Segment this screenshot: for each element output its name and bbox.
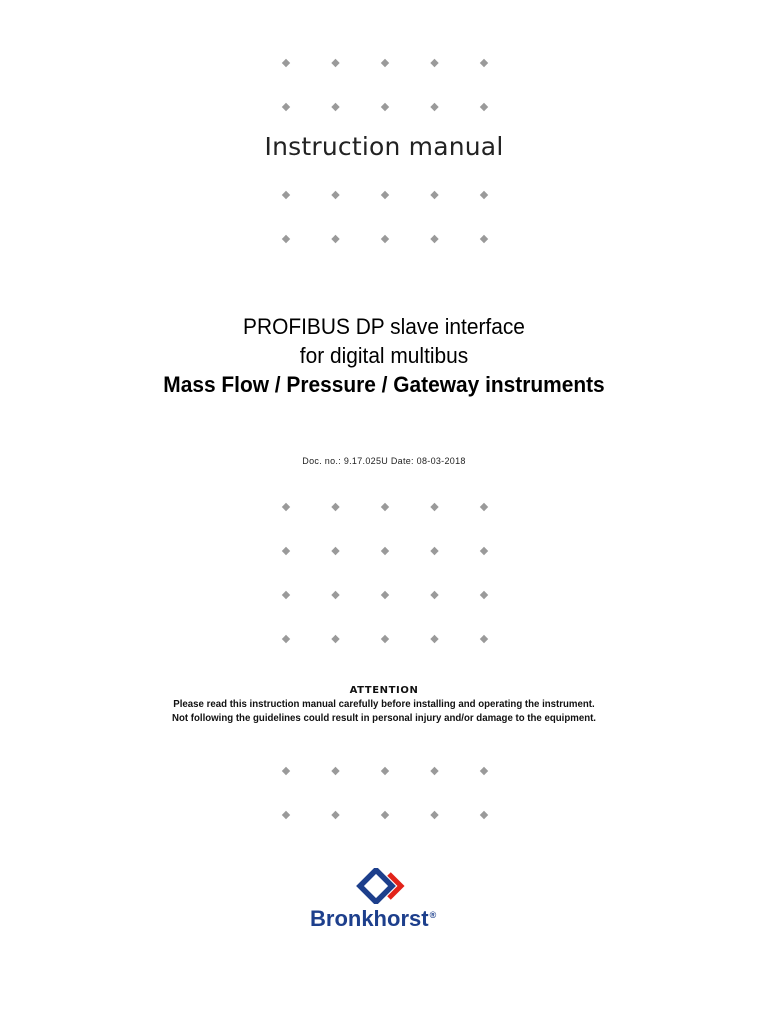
title-line-2: for digital multibus: [299, 343, 469, 368]
diamond-icon: [381, 547, 389, 555]
diamond-icon: [381, 591, 389, 599]
bronkhorst-logo-icon: [356, 868, 408, 904]
diamond-icon: [282, 591, 290, 599]
diamond-icon: [331, 547, 339, 555]
diamond-icon: [480, 235, 488, 243]
diamond-icon: [282, 635, 290, 643]
diamond-icon: [381, 191, 389, 199]
diamond-icon: [381, 635, 389, 643]
diamond-icon: [430, 767, 438, 775]
attention-line-2: Not following the guidelines could result in personal injury and/or damage to the equipment.: [171, 712, 597, 724]
diamond-icon: [430, 103, 438, 111]
diamond-band-upper: [255, 180, 515, 252]
diamond-icon: [282, 103, 290, 111]
diamond-band-middle: [255, 492, 515, 652]
diamond-icon: [430, 811, 438, 819]
diamond-icon: [381, 767, 389, 775]
diamond-icon: [331, 59, 339, 67]
diamond-icon: [480, 503, 488, 511]
document-title: [0, 312, 768, 399]
attention-line-1: Please read this instruction manual carefully before installing and operating the instrument.: [173, 698, 595, 710]
bronkhorst-logo: [300, 866, 470, 936]
title-line-1: PROFIBUS DP slave interface: [243, 314, 525, 339]
diamond-icon: [430, 191, 438, 199]
diamond-icon: [331, 103, 339, 111]
diamond-icon: [480, 767, 488, 775]
diamond-icon: [282, 59, 290, 67]
diamond-icon: [480, 547, 488, 555]
diamond-icon: [430, 235, 438, 243]
diamond-icon: [282, 503, 290, 511]
diamond-icon: [381, 103, 389, 111]
diamond-icon: [430, 635, 438, 643]
diamond-icon: [480, 191, 488, 199]
diamond-icon: [480, 103, 488, 111]
diamond-icon: [381, 59, 389, 67]
document-number-date: Doc. no.: 9.17.025U Date: 08-03-2018: [302, 456, 466, 466]
diamond-icon: [331, 635, 339, 643]
registered-mark: ®: [429, 909, 437, 920]
diamond-icon: [331, 591, 339, 599]
attention-heading: ATTENTION: [349, 685, 419, 696]
diamond-band-lower: [255, 756, 515, 828]
diamond-icon: [480, 811, 488, 819]
diamond-grid: [255, 48, 515, 136]
diamond-icon: [430, 503, 438, 511]
diamond-grid: [255, 492, 515, 668]
diamond-grid: [255, 180, 515, 268]
diamond-icon: [430, 591, 438, 599]
diamond-icon: [430, 547, 438, 555]
brand-name: [310, 906, 436, 932]
diamond-icon: [480, 591, 488, 599]
diamond-band-top: [255, 48, 515, 120]
diamond-icon: [430, 59, 438, 67]
title-line-3: Mass Flow / Pressure / Gateway instruments: [163, 372, 605, 397]
diamond-icon: [381, 503, 389, 511]
diamond-icon: [381, 811, 389, 819]
diamond-icon: [282, 811, 290, 819]
diamond-icon: [331, 767, 339, 775]
diamond-icon: [331, 235, 339, 243]
diamond-icon: [282, 235, 290, 243]
diamond-icon: [282, 767, 290, 775]
attention-notice: [0, 685, 768, 725]
diamond-icon: [331, 503, 339, 511]
manual-heading: Instruction manual: [264, 132, 504, 161]
brand-name-text: Bronkhorst: [310, 906, 429, 931]
diamond-icon: [331, 191, 339, 199]
diamond-icon: [331, 811, 339, 819]
diamond-icon: [282, 191, 290, 199]
diamond-icon: [480, 59, 488, 67]
diamond-grid: [255, 756, 515, 844]
diamond-icon: [381, 235, 389, 243]
diamond-icon: [282, 547, 290, 555]
diamond-icon: [480, 635, 488, 643]
